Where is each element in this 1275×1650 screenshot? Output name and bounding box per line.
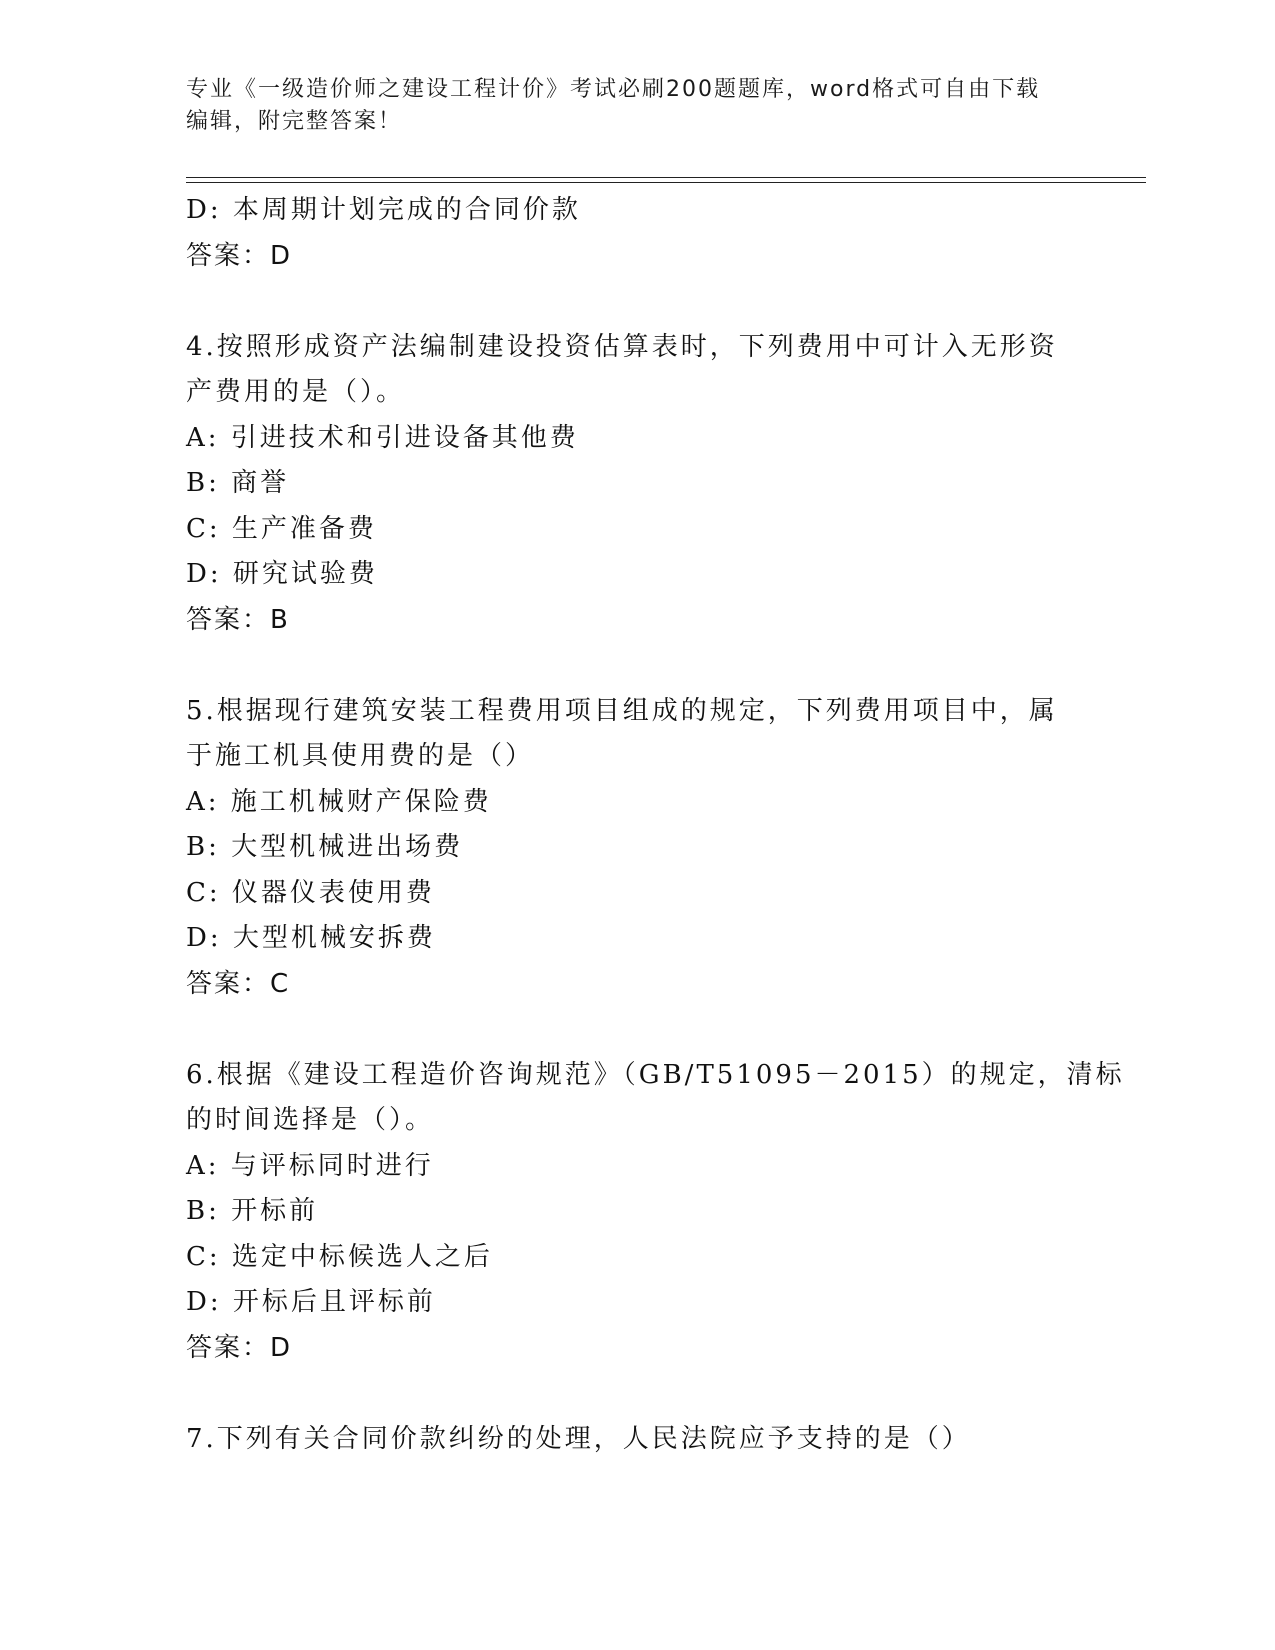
question-6-option-b: B: 开标前 (186, 1196, 319, 1226)
question-6-option-c: C: 选定中标候选人之后 (186, 1241, 493, 1272)
header-divider-top (186, 177, 1146, 178)
question-4-option-d: D: 研究试验费 (186, 559, 378, 589)
question-4-answer: 答案：B (186, 604, 290, 635)
question-5-stem-line-1: 5.根据现行建筑安装工程费用项目组成的规定，下列费用项目中，属 (186, 695, 1058, 726)
question-5-option-c: C: 仪器仪表使用费 (186, 877, 435, 908)
question-6-stem-line-1: 6.根据《建设工程造价咨询规范》（GB/T51095－2015）的规定，清标 (186, 1059, 1125, 1090)
header-line-2: 编辑，附完整答案！ (186, 109, 403, 134)
header-divider-bottom (186, 182, 1146, 183)
question-5-stem-line-2: 于施工机具使用费的是（） (186, 741, 535, 771)
question-7-stem-line-1: 7.下列有关合同价款纠纷的处理，人民法院应予支持的是（） (186, 1423, 971, 1454)
question-6 (186, 1053, 1125, 1372)
question-7 (186, 1417, 1106, 1463)
document-header (186, 74, 1086, 138)
question-4-option-b: B: 商誉 (186, 468, 290, 498)
spacer (186, 1371, 1106, 1417)
question-4-stem-line-1: 4.按照形成资产法编制建设投资估算表时，下列费用中可计入无形资 (186, 331, 1058, 362)
question-3-answer: 答案：D (186, 240, 293, 271)
question-5-option-d: D: 大型机械安拆费 (186, 923, 436, 953)
question-5-option-b: B: 大型机械进出场费 (186, 832, 464, 862)
question-5 (186, 689, 1106, 1008)
question-6-option-a: A: 与评标同时进行 (186, 1150, 434, 1181)
question-6-option-d: D: 开标后且评标前 (186, 1287, 436, 1317)
question-3-tail (186, 188, 1106, 279)
question-5-option-a: A: 施工机械财产保险费 (186, 786, 492, 817)
question-6-stem-line-2: 的时间选择是（）。 (186, 1105, 435, 1135)
question-4-option-c: C: 生产准备费 (186, 513, 377, 544)
spacer (186, 279, 1106, 325)
question-3-option-d: D: 本周期计划完成的合同价款 (186, 195, 581, 225)
question-4-stem-line-2: 产费用的是（）。 (186, 377, 406, 407)
question-4 (186, 325, 1106, 644)
question-6-answer: 答案：D (186, 1332, 293, 1363)
spacer (186, 643, 1106, 689)
spacer (186, 1007, 1106, 1053)
question-5-answer: 答案：C (186, 968, 291, 999)
header-line-1: 专业《一级造价师之建设工程计价》考试必刷200题题库，word格式可自由下载 (186, 77, 1041, 102)
question-4-option-a: A: 引进技术和引进设备其他费 (186, 422, 579, 453)
document-body (186, 188, 1125, 1462)
